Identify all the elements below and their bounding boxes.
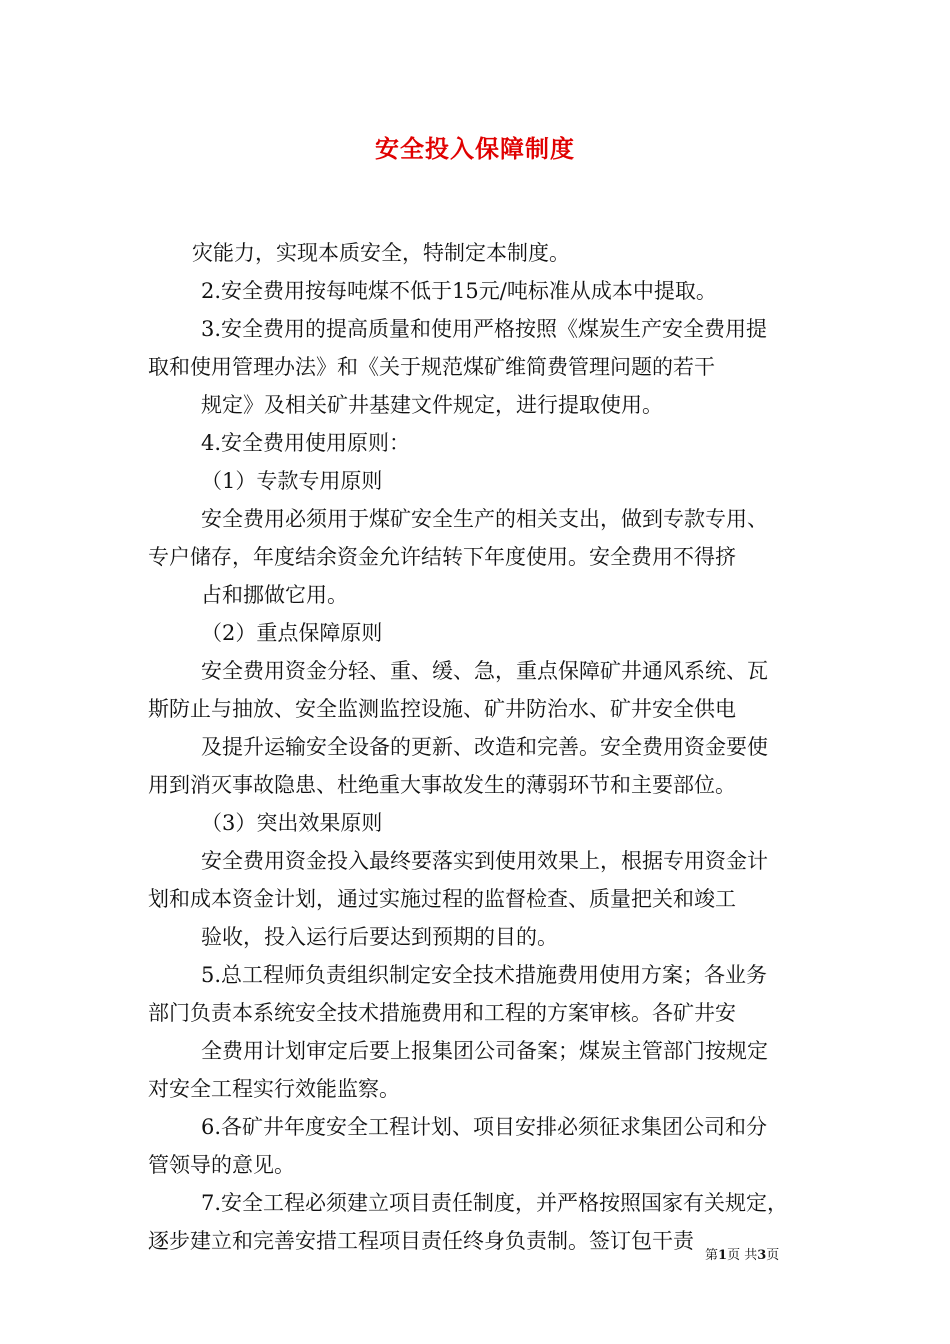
- text-line: 对安全工程实行效能监察。: [148, 1077, 400, 1101]
- text-line: 6.各矿井年度安全工程计划、项目安排必须征求集团公司和分: [201, 1115, 768, 1139]
- footer-suffix: 页: [766, 1248, 780, 1263]
- text-line: 7.安全工程必须建立项目责任制度，并严格按照国家有关规定，: [201, 1191, 789, 1215]
- text-line: 安全费用资金分轻、重、缓、急，重点保障矿井通风系统、瓦: [201, 659, 768, 683]
- text-line: 2.安全费用按每吨煤不低于15元/吨标准从成本中提取。: [201, 279, 717, 303]
- text-line: 部门负责本系统安全技术措施费用和工程的方案审核。各矿井安: [148, 1001, 736, 1025]
- footer-total-pages: 3: [757, 1248, 767, 1263]
- text-line: 全费用计划审定后要上报集团公司备案；煤炭主管部门按规定: [201, 1039, 768, 1063]
- text-line: （1）专款专用原则: [201, 469, 383, 493]
- text-line: 安全费用必须用于煤矿安全生产的相关支出，做到专款专用、: [201, 507, 768, 531]
- text-line: 灾能力，实现本质安全，特制定本制度。: [192, 241, 570, 265]
- text-line: 3.安全费用的提高质量和使用严格按照《煤炭生产安全费用提: [201, 317, 768, 341]
- page-title: 安全投入保障制度: [375, 134, 575, 163]
- text-line: 规定》及相关矿井基建文件规定，进行提取使用。: [201, 393, 663, 417]
- text-line: 及提升运输安全设备的更新、改造和完善。安全费用资金要使: [201, 735, 768, 759]
- text-line: 安全费用资金投入最终要落实到使用效果上，根据专用资金计: [201, 849, 768, 873]
- page-footer: [705, 1247, 779, 1265]
- text-line: 专户储存，年度结余资金允许结转下年度使用。安全费用不得挤: [148, 545, 736, 569]
- text-line: 4.安全费用使用原则：: [201, 431, 411, 455]
- text-line: 划和成本资金计划，通过实施过程的监督检查、质量把关和竣工: [148, 887, 736, 911]
- text-line: 验收，投入运行后要达到预期的目的。: [201, 925, 558, 949]
- text-line: 占和挪做它用。: [201, 583, 348, 607]
- text-line: 斯防止与抽放、安全监测监控设施、矿井防治水、矿井安全供电: [148, 697, 736, 721]
- footer-prefix: 第: [705, 1248, 719, 1263]
- text-line: （3）突出效果原则: [201, 811, 383, 835]
- text-line: （2）重点保障原则: [201, 621, 383, 645]
- text-line: 取和使用管理办法》和《关于规范煤矿维简费管理问题的若干: [148, 355, 715, 379]
- text-line: 管领导的意见。: [148, 1153, 295, 1177]
- text-line: 用到消灭事故隐患、杜绝重大事故发生的薄弱环节和主要部位。: [148, 773, 736, 797]
- footer-page-number: 1: [718, 1248, 728, 1263]
- text-line: 逐步建立和完善安措工程项目责任终身负责制。签订包干责: [148, 1229, 694, 1253]
- text-line: 5.总工程师负责组织制定安全技术措施费用使用方案；各业务: [201, 963, 768, 987]
- footer-middle: 页 共: [727, 1248, 758, 1263]
